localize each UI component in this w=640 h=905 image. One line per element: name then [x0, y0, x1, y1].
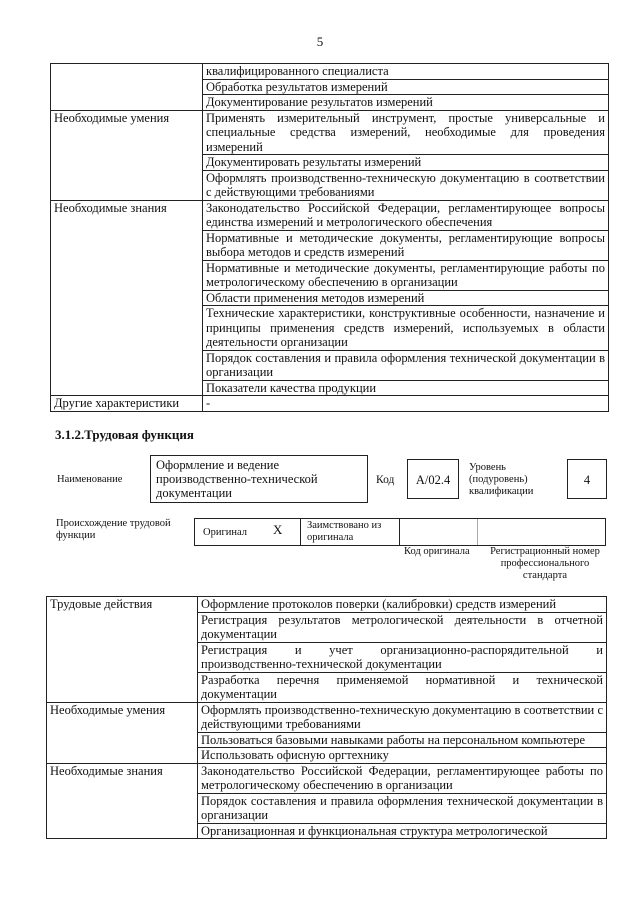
row-item: Нормативные и методические документы, регламентирующие вопросы выбора методов и средств измерений — [203, 230, 609, 260]
reg-number-caption: Регистрационный номер профессионального стандарта — [490, 546, 600, 581]
row-item: Обработка результатов измерений — [203, 79, 609, 95]
row-item: Законодательство Российской Федерации, регламентирующее вопросы единства измерений и метрологического обеспечения — [203, 200, 609, 230]
origin-box — [194, 518, 606, 546]
borrowed-label: Заимствовано из оригинала — [307, 520, 382, 543]
row-item: Порядок составления и правила оформления технической документации в организации — [198, 793, 607, 823]
row-item: Регистрация результатов метрологической деятельности в отчетной документации — [198, 612, 607, 642]
row-item: Оформлять производственно-техническую документацию в соответствии с действующими требованиями — [203, 170, 609, 200]
row-label: Необходимые умения — [47, 702, 198, 763]
name-label: Наименование — [57, 474, 123, 485]
level-value: 4 — [583, 473, 591, 487]
name-value-box — [150, 455, 368, 503]
code-original-caption: Код оригинала — [404, 546, 470, 557]
row-item: Порядок составления и правила оформления технической документации в организации — [203, 350, 609, 380]
row-item: Нормативные и методические документы, регламентирующие работы по метрологическому обеспечению в организации — [203, 260, 609, 290]
row-item: Применять измерительный инструмент, простые универсальные и специальные средства измерений, необходимые для проведения измерений — [203, 110, 609, 155]
table-row — [47, 702, 607, 732]
row-label: Необходимые знания — [47, 763, 198, 839]
page-number: 5 — [316, 34, 324, 49]
code-value-box — [407, 459, 459, 499]
table-row — [51, 64, 609, 80]
row-item: Документирование результатов измерений — [203, 95, 609, 111]
row-item: Законодательство Российской Федерации, регламентирующее работы по метрологическому обеспечению в организации — [198, 763, 607, 793]
row-label: Трудовые действия — [47, 597, 198, 703]
row-label: Необходимые знания — [51, 200, 203, 396]
row-item: Организационная и функциональная структура метрологической — [198, 823, 607, 839]
original-label: Оригинал — [203, 527, 247, 538]
row-label — [51, 64, 203, 111]
level-label: Уровень (подуровень) квалификации — [469, 462, 534, 497]
requirements-table-1 — [50, 63, 609, 412]
row-item: Пользоваться базовыми навыками работы на персональном компьютере — [198, 732, 607, 748]
row-item: квалифицированного специалиста — [203, 64, 609, 80]
table-row — [51, 110, 609, 155]
row-item: Документировать результаты измерений — [203, 155, 609, 171]
table-row — [51, 200, 609, 230]
row-label: Другие характеристики — [51, 396, 203, 412]
table-row — [47, 597, 607, 613]
row-item: Регистрация и учет организационно-распорядительной и производственно-технической документации — [198, 642, 607, 672]
code-value: A/02.4 — [415, 473, 451, 487]
row-item: Оформление протоколов поверки (калибровки) средств измерений — [198, 597, 607, 613]
row-item: Показатели качества продукции — [203, 380, 609, 396]
level-value-box — [567, 459, 607, 499]
table-body — [47, 597, 607, 839]
table-row — [51, 396, 609, 412]
table-body — [51, 64, 609, 412]
row-label: Необходимые умения — [51, 110, 203, 200]
original-mark: X — [273, 522, 283, 537]
table-row — [47, 763, 607, 793]
row-item: Оформлять производственно-техническую документацию в соответствии с действующими требованиями — [198, 702, 607, 732]
row-item: Области применения методов измерений — [203, 290, 609, 306]
code-label: Код — [376, 474, 395, 486]
name-value: Оформление и ведение производственно-технической документации — [156, 458, 318, 500]
row-item: Разработка перечня применяемой нормативной и технической документации — [198, 672, 607, 702]
origin-label: Происхождение трудовой функции — [56, 518, 171, 541]
row-item: Использовать офисную оргтехнику — [198, 748, 607, 764]
section-title: 3.1.2.Трудовая функция — [55, 427, 194, 442]
requirements-table-2 — [46, 596, 607, 839]
row-item: Технические характеристики, конструктивные особенности, назначение и принципы применения средств измерений, используемых в области деятельности организации — [203, 306, 609, 351]
row-item: - — [203, 396, 609, 412]
